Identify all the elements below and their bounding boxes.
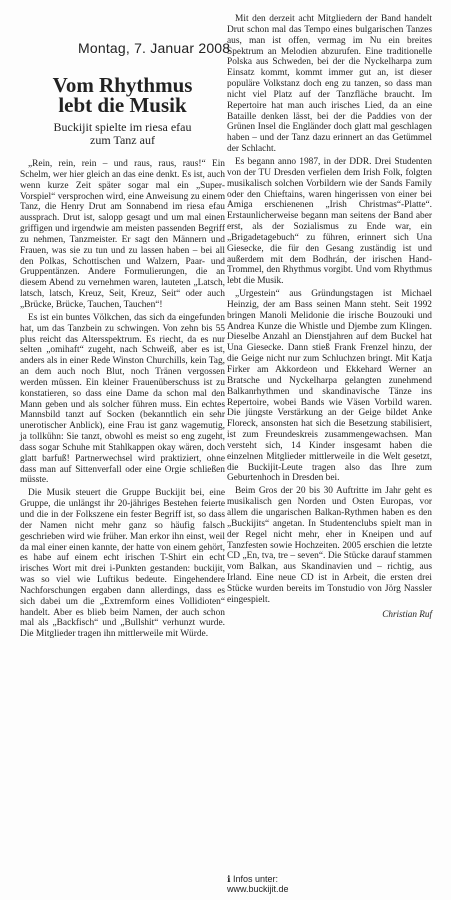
right-column <box>227 14 432 619</box>
article-title <box>20 75 225 115</box>
article-subtitle <box>20 121 225 147</box>
article-title-line-2: lebt die Musik <box>58 93 187 117</box>
left-paragraph: Es ist ein buntes Völkchen, das sich da eingefunden hat, um das Tanzbein zu schwingen. Von zehn bis 55 plus reicht das Altersspektrum. Es riecht, da es nur selten „omihaft“ zugeht, nach Schweiß, aber es ist, anders als in einer Rede Winston Churchills, kein Tag, an dem auch noch Blut, noch Tränen vergossen werden müssen. Ein kleiner Frauenüberschuss ist zu konstatieren, so dass eine Dame da schon mal den Mann geben und als solcher führen muss. Ein echtes Mannsbild tanzt auf Socken (bekanntlich ein sehr unerotischer Anblick), eine Frau ist ganz wagemutig, ja tollkühn: Sie tanzt, obwohl es meist so eng zugeht, dass sogar Schuhe mit Stahlkappen okay wären, doch glatt barfuß! Partnerwechsel wird praktiziert, ohne dass man auf Sittenverfall oder eine Orgie schließen müsste. <box>20 312 225 486</box>
right-paragraph: Mit den derzeit acht Mitgliedern der Band handelt Drut schon mal das Tempo eines bulgarischen Tanzes aus, man ist offen, vermag im Nu ein breites Spektrum an Melodien abzurufen. Eine traditionelle Polska aus Schweden, bei der die Nyckelharpa zum Einsatz kommt, kommt immer gut an, ist dieser populäre Volkstanz doch eng zu tanzen, so dass man nicht viel Platz auf der Tanzfläche braucht. Im Repertoire hat man auch irisches Lied, da an eine Bataille denken lässt, bei der die Paddies von der Grünen Insel die Engländer doch glatt mal geschlagen haben – und der Tanz dazu erinnert an das Getümmel der Schlacht. <box>227 14 432 155</box>
article-author: Christian Ruf <box>382 608 432 619</box>
right-paragraph: „Urgestein“ aus Gründungstagen ist Michael Heinzig, der am Bass seinen Mann steht. Seit 1992 bringen Manoli Melidonie die irische Bouzouki und Andrea Kunze die Whistle und Djembe zum Klingen. Dieselbe Anzahl an Dienstjahren auf dem Buckel hat Una Giesecke. Dann stieß Frank Frenzel hinzu, der die Geige nicht nur zum Schluchzen bringt. Mit Katja Firker am Akkordeon und Ekkehard Werner an Bratsche und Nyckelharpa gelangten zunehmend Balkanrhythmen und skandinavische Tänze ins Repertoire, wobei Bands wie Väsen Vorbild waren. Die jüngste Verstärkung an der Geige bildet Anke Floreck, ansonsten hat sich die Besetzung stabilisiert, ist zum Freundeskreis zusammengewachsen. Man versteht sich, 14 Kinder insgesamt haben die einzelnen Mitglieder mittlerweile in die Welt gesetzt, die Buckijit-Leute tragen also das Ihre zum Geburtenhoch in Dresden bei. <box>227 289 432 484</box>
info-label: Infos unter: <box>232 874 278 884</box>
article-title-line-1: Vom Rhythmus <box>52 73 193 97</box>
article-subtitle-line-1: Buckijit spielte im riesa efau <box>53 120 192 134</box>
info-box <box>227 874 289 894</box>
right-paragraph: Es begann anno 1987, in der DDR. Drei Studenten von der TU Dresden verfielen dem Irish Folk, folgten musikalisch solchen Vorbildern wie der Sands Family oder den Chieftains, waren hingerissen von einer bei Amiga erschienenen „Irish Christmas“-Platte“. Erstaunlicherweise begann man seitens der Band aber erst, als der Sozialismus zu Ende war, ein „Brigadetagebuch“ zu führen, erinnert sich Una Giesecke, die für den Gesang zuständig ist und außerdem mit dem Bodhrán, der irischen Hand-Trommel, den Rhythmus vorgibt. Und vom Rhythmus lebt die Musik. <box>227 156 432 287</box>
left-paragraph: Die Musik steuert die Gruppe Buckijit bei, eine Gruppe, die unlängst ihr 20-jähriges Bestehen feierte und die in der Folkszene ein fester Begriff ist, so dass der Namen nicht mehr ganz so häufig falsch geschrieben wird wie früher. Man erkor ihn einst, weil da mal einer einen kannte, der hatte von einem gehört, es habe auf einem echt irischen T-Shirt ein echt irisches Wort mit drei i-Punkten gestanden: buckijit, was so viel wie Luftikus bedeute. Eingehendere Nachforschungen ergaben dann allerdings, dass es sich dabei um die „Extremform eines Vollidioten“ handelt. Aber es blieb beim Namen, der auch schon mal als „Backfisch“ und „Bullshit“ verhunzt wurde. Die Mitglieder tragen ihn mittlerweile mit Würde. <box>20 488 225 640</box>
left-paragraph: „Rein, rein, rein – und raus, raus, raus!“ Ein Schelm, wer hier gleich an das eine denkt. Es ist, auch wenn kurze Zeit später sogar mal ein „Super-Vorspiel“ versprochen wird, eine Anweisung zu einem Tanz, die Henry Drut am Sonnabend im riesa efau aussprach. Drut ist, salopp gesagt und um mal einen griffigen und irgendwie am meisten passenden Begriff zu nehmen, Tanzmeister. Er sagt den Männern und Frauen, was sie zu tun und zu lassen haben – bei all den Polkas, Schottischen und Walzern, Paar- und Gruppentänzen. Andere Formulierungen, die an diesem Abend zu vernehmen waren, lauteten „Latsch, latsch, latsch, Kreuz, Seit, Kreuz, Seit“ oder auch „Brücke, Brücke, Tauchen, Tauchen“! <box>20 159 225 310</box>
info-url[interactable]: www.buckijit.de <box>227 884 289 894</box>
article-subtitle-line-2: zum Tanz auf <box>90 133 155 147</box>
info-icon: ℹ <box>227 874 231 884</box>
publication-date: Montag, 7. Januar 2008 <box>78 40 231 56</box>
right-paragraph: Beim Gros der 20 bis 30 Auftritte im Jahr geht es musikalisch gen Norden und Osten Europas, vor allem die ungarischen Balkan-Rythmen haben es den „Buckijits“ angetan. In Studentenclubs spielt man in der Regel nicht mehr, eher in Kneipen und auf Tanzfesten sowie Hochzeiten. 2005 erschien die letzte CD „En, tva, tre – seven“. Die Stücke darauf stammen vom Balkan, aus Skandinavien und – richtig, aus Irland. Eine neue CD ist in Arbeit, die ersten drei Stücke wurden bereits im Tonstudio von Jörg Nassler eingespielt. <box>227 486 432 605</box>
left-column <box>20 53 225 640</box>
